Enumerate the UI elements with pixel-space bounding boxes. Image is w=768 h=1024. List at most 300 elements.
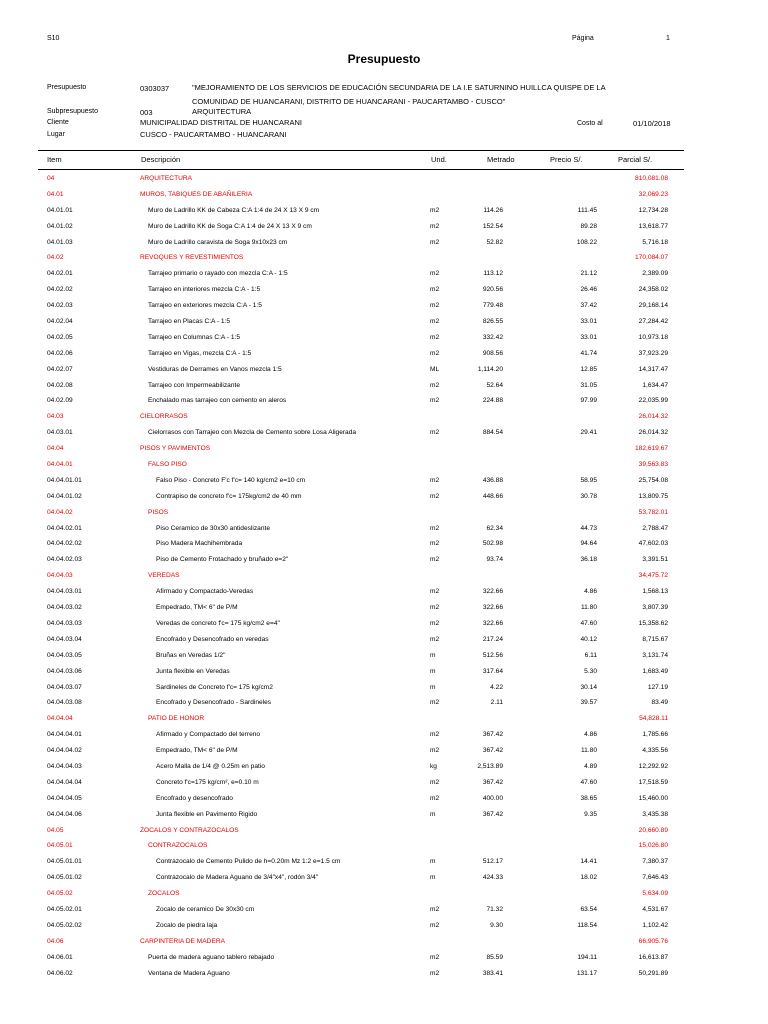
table-row	[0, 633, 768, 649]
row-parcial: 50,291.89	[638, 969, 668, 977]
row-item-code: 04.04.02.03	[47, 556, 82, 564]
row-description: Concreto f'c=175 kg/cm², e=0.10 m	[156, 778, 259, 786]
row-description: Afirmado y Compactado-Veredas	[156, 588, 254, 596]
row-description: Tarrajeo en interiores mezcla C:A - 1:5	[148, 286, 261, 294]
row-parcial: 47,602.03	[638, 540, 668, 548]
row-item-code: 04.04.03.07	[47, 683, 82, 691]
row-parcial: 170,084.07	[634, 254, 668, 262]
row-description: Encofrado y desencofrado	[156, 794, 233, 802]
row-metrado: 62.34	[486, 524, 503, 532]
row-description: Puerta de madera aguano tablero rebajado	[148, 953, 275, 961]
row-metrado: 367.42	[482, 810, 503, 818]
table-row	[0, 665, 768, 681]
row-unit: m	[430, 874, 436, 882]
row-description: Encofrado y Desencofrado en veredas	[156, 635, 269, 643]
row-precio: 47.60	[580, 778, 597, 786]
table-row	[0, 824, 768, 840]
row-precio: 41.74	[580, 349, 597, 357]
row-parcial: 32,069.23	[638, 190, 668, 198]
row-metrado: 113.12	[483, 270, 503, 278]
table-row	[0, 855, 768, 871]
row-item-code: 04.05.02.02	[47, 921, 82, 929]
table-row	[0, 871, 768, 887]
row-unit: kg	[430, 762, 437, 770]
col-item: Item	[47, 155, 62, 164]
table-row	[0, 220, 768, 236]
row-description: ZOCALOS	[148, 890, 180, 898]
row-item-code: 04.01.01	[47, 206, 73, 214]
row-item-code: 04.04.04.02	[47, 747, 82, 755]
row-item-code: 04.04.02	[47, 508, 73, 516]
cliente-value: MUNICIPALIDAD DISTRITAL DE HUANCARANI	[140, 118, 302, 127]
table-row	[0, 919, 768, 935]
row-unit: m	[430, 810, 436, 818]
row-precio: 4.86	[584, 588, 597, 596]
row-description: CIELORRASOS	[140, 413, 188, 421]
row-precio: 47.60	[580, 619, 597, 627]
row-unit: m2	[430, 619, 440, 627]
table-row	[0, 935, 768, 951]
row-metrado: 322.66	[482, 604, 503, 612]
row-metrado: 367.42	[482, 731, 503, 739]
row-metrado: 9.30	[490, 921, 503, 929]
row-precio: 5.30	[584, 667, 597, 675]
row-description: Acero Malla de 1/4 @ 0.25m en patio	[156, 762, 265, 770]
presupuesto-label: Presupuesto	[47, 84, 87, 91]
row-description: Junta flexible en Veredas	[156, 667, 230, 675]
row-unit: m2	[430, 556, 440, 564]
row-item-code: 04.02.02	[47, 286, 73, 294]
table-row	[0, 967, 768, 983]
row-metrado: 322.66	[482, 588, 503, 596]
row-item-code: 04.04.03.03	[47, 619, 82, 627]
row-precio: 30.14	[580, 683, 597, 691]
row-metrado: 779.48	[482, 302, 503, 310]
row-parcial: 810,081.08	[634, 175, 668, 182]
row-metrado: 332.42	[482, 333, 503, 341]
table-row	[0, 617, 768, 633]
row-precio: 11.80	[580, 604, 597, 612]
table-row	[0, 696, 768, 712]
col-parcial: Parcial S/.	[618, 155, 653, 164]
col-metrado: Metrado	[487, 155, 515, 164]
row-precio: 89.28	[580, 222, 597, 230]
table-row	[0, 569, 768, 585]
row-unit: m2	[430, 286, 440, 294]
row-unit: m2	[430, 969, 440, 977]
row-metrado: 502.98	[482, 540, 503, 548]
row-item-code: 04.04	[47, 445, 64, 453]
row-description: Empedrado, TM< 6" de P/M	[156, 604, 238, 612]
row-precio: 18.02	[580, 874, 597, 882]
row-description: ZOCALOS Y CONTRAZOCALOS	[140, 826, 239, 834]
row-unit: m2	[430, 778, 440, 786]
row-item-code: 04.04.03.04	[47, 635, 82, 643]
row-metrado: 71.32	[486, 905, 503, 913]
row-precio: 11.80	[580, 747, 597, 755]
row-metrado: 217.24	[482, 635, 503, 643]
row-precio: 111.45	[577, 206, 597, 214]
table-row	[0, 410, 768, 426]
row-precio: 30.78	[580, 492, 597, 500]
page-title: Presupuesto	[347, 52, 421, 66]
row-parcial: 34,475.72	[638, 572, 668, 580]
row-precio: 39.57	[580, 699, 597, 707]
row-description: Muro de Ladrillo KK de Cabeza C:A 1:4 de 24 X 13 X 9 cm	[148, 206, 320, 214]
row-precio: 9.35	[584, 810, 597, 818]
row-parcial: 127.19	[647, 683, 668, 691]
row-unit: m2	[430, 953, 440, 961]
row-metrado: 52.82	[486, 238, 503, 246]
table-row	[0, 887, 768, 903]
row-description: Enchalado mas tarrajeo con cemento en aleros	[148, 397, 287, 405]
row-unit: m2	[430, 524, 440, 532]
project-description	[192, 81, 612, 109]
row-item-code: 04.04.04.03	[47, 762, 82, 770]
table-row	[0, 394, 768, 410]
row-precio: 14.41	[580, 858, 597, 866]
row-precio: 12.85	[580, 365, 597, 373]
row-description: Zocalo de piedra laja	[156, 921, 218, 929]
table-row	[0, 363, 768, 379]
row-metrado: 322.66	[482, 619, 503, 627]
row-parcial: 7,646.43	[642, 874, 668, 882]
row-item-code: 04.06.02	[47, 969, 73, 977]
row-parcial: 26,014.32	[638, 429, 668, 437]
row-item-code: 04.02.05	[47, 333, 73, 341]
row-parcial: 8,715.67	[642, 635, 668, 643]
row-metrado: 383.41	[482, 969, 503, 977]
row-precio: 33.01	[580, 333, 597, 341]
row-precio: 33.01	[580, 318, 597, 326]
row-parcial: 12,734.28	[638, 206, 668, 214]
row-unit: m2	[430, 381, 440, 389]
row-unit: m	[430, 683, 436, 691]
row-description: PISOS	[148, 508, 169, 516]
row-description: Muro de Ladrillo caravista de Soga 9x10x23 cm	[148, 238, 288, 246]
row-item-code: 04.04.04	[47, 715, 73, 723]
row-parcial: 1,683.49	[642, 667, 668, 675]
row-item-code: 04.02.04	[47, 318, 73, 326]
row-description: ARQUITECTURA	[140, 175, 193, 182]
row-description: Junta flexible en Pavimento Rigido	[156, 810, 258, 818]
report-code: S10	[47, 35, 60, 42]
row-parcial: 13,618.77	[638, 222, 668, 230]
row-metrado: 448.66	[482, 492, 503, 500]
table-row	[0, 792, 768, 808]
row-description: Ventana de Madera Aguano	[148, 969, 230, 977]
row-metrado: 2,513.89	[477, 762, 503, 770]
row-description: Zocalo de ceramico De 30x30 cm	[156, 905, 255, 913]
row-parcial: 2,788.47	[642, 524, 668, 532]
row-metrado: 436.88	[482, 476, 503, 484]
row-item-code: 04.04.03.02	[47, 604, 82, 612]
row-unit: m2	[430, 794, 440, 802]
row-item-code: 04.04.03	[47, 572, 73, 580]
table-row	[0, 760, 768, 776]
row-item-code: 04.02.01	[47, 270, 73, 278]
row-description: CONTRAZOCALOS	[148, 842, 208, 850]
row-description: Sardineles de Concreto f'c= 175 kg/cm2	[156, 683, 273, 691]
table-row	[0, 172, 768, 188]
row-metrado: 4.22	[490, 683, 503, 691]
row-metrado: 85.59	[486, 953, 503, 961]
table-row	[0, 903, 768, 919]
row-description: Piso Ceramico de 30x30 antideslizante	[156, 524, 270, 532]
row-item-code: 04.05.01	[47, 842, 73, 850]
row-parcial: 1,568.13	[642, 588, 668, 596]
row-description: MUROS, TABIQUES DE ABAÑILERIA	[140, 190, 253, 198]
table-row	[0, 808, 768, 824]
row-precio: 4.86	[584, 731, 597, 739]
row-item-code: 04.06	[47, 937, 64, 945]
table-row	[0, 951, 768, 967]
cliente-label: Cliente	[47, 119, 69, 126]
row-metrado: 2.11	[490, 699, 503, 707]
row-description: Veredas de concreto f'c= 175 kg/cm2 e=4"	[156, 619, 280, 627]
row-metrado: 152.54	[482, 222, 503, 230]
row-parcial: 27,284.42	[638, 318, 668, 326]
table-row	[0, 379, 768, 395]
row-parcial: 29,168.14	[638, 302, 668, 310]
row-parcial: 66,905.76	[638, 937, 668, 945]
table-row	[0, 522, 768, 538]
row-unit: m2	[430, 397, 440, 405]
row-item-code: 04.04.04.06	[47, 810, 82, 818]
row-item-code: 04.04.03.05	[47, 651, 82, 659]
table-row	[0, 712, 768, 728]
row-description: Tarrajeo en exteriores mezcla C:A - 1:5	[148, 302, 262, 310]
row-unit: m2	[430, 492, 440, 500]
row-item-code: 04.02.09	[47, 397, 73, 405]
col-und: Und.	[431, 155, 447, 164]
row-item-code: 04.04.04.01	[47, 731, 82, 739]
costo-label: Costo al	[577, 120, 603, 127]
row-item-code: 04	[47, 175, 55, 182]
row-description: Bruñas en Veredas 1/2"	[156, 651, 226, 659]
row-metrado: 224.88	[482, 397, 503, 405]
row-unit: m2	[430, 921, 440, 929]
row-precio: 44.73	[580, 524, 597, 532]
table-row	[0, 347, 768, 363]
row-precio: 58.95	[580, 476, 597, 484]
row-metrado: 114.26	[483, 206, 503, 214]
row-parcial: 17,518.59	[638, 778, 668, 786]
row-description: Cielorrasos con Tarrajeo con Mezcla de Cemento sobre Losa Aligerada	[148, 429, 357, 437]
table-row	[0, 728, 768, 744]
row-precio: 97.99	[580, 397, 597, 405]
row-parcial: 7,380.37	[642, 858, 668, 866]
table-row	[0, 839, 768, 855]
row-unit: m2	[430, 731, 440, 739]
row-description: VEREDAS	[148, 572, 180, 580]
row-parcial: 22,035.99	[638, 397, 668, 405]
row-parcial: 15,358.62	[638, 619, 668, 627]
row-unit: m2	[430, 429, 440, 437]
row-precio: 6.11	[584, 651, 597, 659]
row-item-code: 04.04.01.01	[47, 476, 82, 484]
subpresupuesto-label: Subpresupuesto	[47, 108, 98, 115]
row-parcial: 4,335.56	[642, 747, 668, 755]
row-metrado: 826.55	[482, 318, 503, 326]
row-parcial: 54,828.11	[639, 715, 668, 723]
row-metrado: 512.56	[482, 651, 503, 659]
row-item-code: 04.04.03.01	[47, 588, 82, 596]
row-metrado: 93.74	[486, 556, 503, 564]
lugar-value: CUSCO - PAUCARTAMBO - HUANCARANI	[140, 130, 287, 139]
row-item-code: 04.04.03.08	[47, 699, 82, 707]
row-description: Piso de Cemento Frotachado y bruñado e=2"	[156, 556, 289, 564]
costo-date: 01/10/2018	[633, 119, 671, 128]
table-row	[0, 553, 768, 569]
row-parcial: 3,391.51	[642, 556, 668, 564]
page-label: Página	[572, 35, 594, 42]
row-item-code: 04.01.02	[47, 222, 73, 230]
row-description: Afirmado y Compactado del terreno	[156, 731, 261, 739]
row-parcial: 182,619.67	[634, 445, 668, 453]
row-precio: 108.22	[576, 238, 597, 246]
row-description: Tarrajeo en Placas C:A - 1:5	[148, 318, 231, 326]
row-precio: 194.11	[577, 953, 597, 961]
row-item-code: 04.02.03	[47, 302, 73, 310]
column-header	[38, 150, 684, 170]
row-unit: m2	[430, 747, 440, 755]
row-unit: m	[430, 667, 436, 675]
row-metrado: 52.64	[486, 381, 503, 389]
row-item-code: 04.02	[47, 254, 64, 262]
row-precio: 63.54	[580, 905, 597, 913]
row-precio: 94.64	[580, 540, 597, 548]
lugar-label: Lugar	[47, 131, 65, 138]
table-row	[0, 426, 768, 442]
table-row	[0, 299, 768, 315]
table-row	[0, 776, 768, 792]
row-description: Tarrajeo con Impermeabilizante	[148, 381, 240, 389]
row-parcial: 83.49	[651, 699, 668, 707]
row-metrado: 400.00	[482, 794, 503, 802]
row-description: Vestiduras de Derrames en Vanos mezcla 1:5	[148, 365, 282, 373]
row-precio: 131.17	[576, 969, 597, 977]
row-parcial: 2,389.09	[642, 270, 668, 278]
row-item-code: 04.04.04.05	[47, 794, 82, 802]
row-parcial: 1,785.66	[642, 731, 668, 739]
row-description: FALSO PISO	[148, 461, 187, 469]
row-description: Empedrado, TM< 6" de P/M	[156, 747, 238, 755]
row-parcial: 53,782.01	[638, 508, 668, 516]
row-unit: m2	[430, 318, 440, 326]
row-description: Muro de Ladrillo KK de Soga C:A 1:4 de 24 X 13 X 9 cm	[148, 222, 312, 230]
row-unit: m2	[430, 905, 440, 913]
table-row	[0, 585, 768, 601]
row-metrado: 1,114.20	[477, 365, 503, 373]
row-item-code: 04.05.02.01	[47, 905, 82, 913]
row-parcial: 26,014.32	[638, 413, 668, 421]
budget-table	[0, 172, 768, 982]
page-number: 1	[666, 35, 670, 42]
row-unit: m	[430, 651, 436, 659]
row-item-code: 04.05	[47, 826, 64, 834]
row-description: Falso Piso - Concreto F'c f'c= 140 kg/cm2 e=10 cm	[156, 476, 306, 484]
row-item-code: 04.02.08	[47, 381, 73, 389]
row-parcial: 3,807.39	[642, 604, 668, 612]
row-unit: m2	[430, 206, 440, 214]
row-parcial: 5,634.09	[642, 890, 668, 898]
row-parcial: 15,460.00	[638, 794, 668, 802]
row-metrado: 884.54	[482, 429, 503, 437]
row-description: Encofrado y Desencofrado - Sardineles	[156, 699, 272, 707]
row-unit: m2	[430, 476, 440, 484]
row-unit: m2	[430, 588, 440, 596]
row-unit: m2	[430, 302, 440, 310]
row-precio: 38.65	[580, 794, 597, 802]
row-parcial: 3,131.74	[642, 651, 668, 659]
row-precio: 37.42	[580, 302, 597, 310]
subpresupuesto-name: ARQUITECTURA	[192, 107, 252, 116]
table-row	[0, 267, 768, 283]
row-item-code: 04.05.02	[47, 890, 73, 898]
table-row	[0, 506, 768, 522]
row-item-code: 04.04.02.01	[47, 524, 82, 532]
table-row	[0, 649, 768, 665]
row-precio: 4.89	[584, 762, 597, 770]
row-parcial: 24,358.02	[638, 286, 668, 294]
row-item-code: 04.01	[47, 190, 64, 198]
presupuesto-code: 0303037	[140, 84, 170, 93]
row-unit: m2	[430, 540, 440, 548]
row-parcial: 4,531.67	[642, 905, 668, 913]
row-parcial: 10,973.18	[638, 333, 668, 341]
row-metrado: 920.56	[482, 286, 503, 294]
row-description: CARPINTERIA DE MADERA	[140, 937, 226, 945]
row-unit: m2	[430, 238, 440, 246]
table-row	[0, 458, 768, 474]
table-row	[0, 283, 768, 299]
row-parcial: 14,317.47	[638, 365, 668, 373]
row-item-code: 04.02.07	[47, 365, 73, 373]
table-row	[0, 315, 768, 331]
row-parcial: 5,716.18	[642, 238, 668, 246]
table-row	[0, 681, 768, 697]
row-unit: m2	[430, 333, 440, 341]
row-parcial: 37,923.29	[638, 349, 668, 357]
row-item-code: 04.01.03	[47, 238, 73, 246]
row-description: PISOS Y PAVIMENTOS	[140, 445, 211, 453]
table-row	[0, 744, 768, 760]
row-parcial: 13,809.75	[638, 492, 668, 500]
row-unit: m	[430, 858, 436, 866]
table-row	[0, 537, 768, 553]
row-unit: m2	[430, 270, 440, 278]
project-description-line-2: COMUNIDAD DE HUANCARANI, DISTRITO DE HUANCARANI - PAUCARTAMBO - CUSCO"	[192, 97, 506, 106]
row-item-code: 04.04.02.02	[47, 540, 82, 548]
row-parcial: 1,634.47	[642, 381, 668, 389]
row-unit: ML	[430, 365, 440, 373]
table-row	[0, 204, 768, 220]
row-parcial: 25,754.08	[638, 476, 668, 484]
row-item-code: 04.05.01.02	[47, 874, 82, 882]
row-parcial: 15,026.80	[638, 842, 668, 850]
row-precio: 40.12	[580, 635, 597, 643]
table-row	[0, 474, 768, 490]
row-precio: 26.46	[580, 286, 597, 294]
row-description: Tarrajeo en Vigas, mezcla C:A - 1:5	[148, 349, 252, 357]
table-row	[0, 251, 768, 267]
row-item-code: 04.04.01	[47, 461, 73, 469]
row-unit: m2	[430, 349, 440, 357]
row-precio: 118.54	[577, 921, 597, 929]
row-metrado: 367.42	[482, 747, 503, 755]
row-item-code: 04.02.06	[47, 349, 73, 357]
